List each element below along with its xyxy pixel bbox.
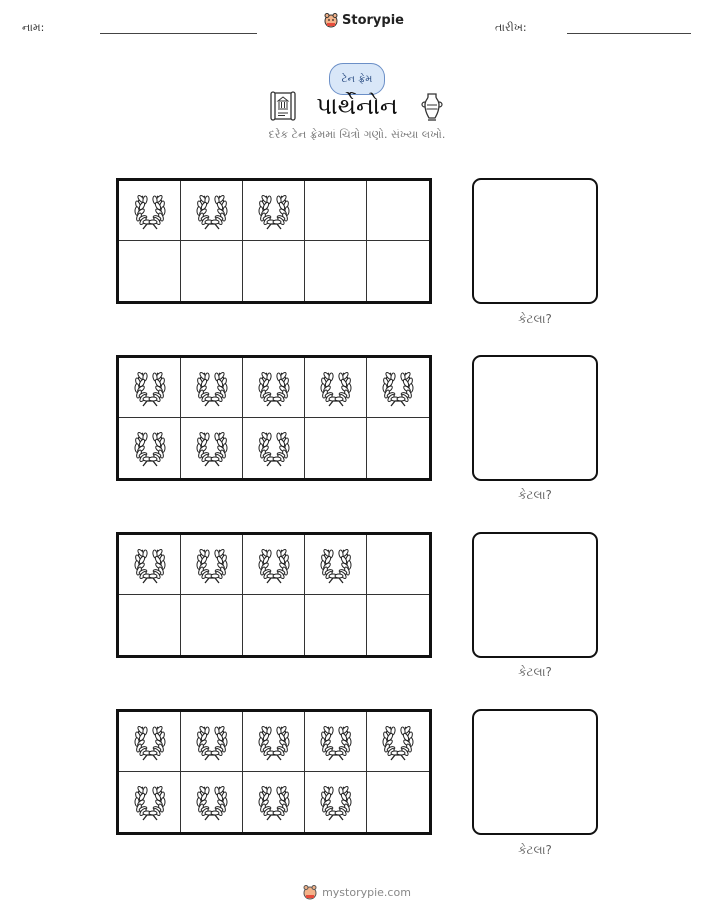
frame-cell <box>119 712 181 772</box>
laurel-wreath-icon <box>192 721 232 763</box>
laurel-wreath-icon <box>130 190 170 232</box>
brand-logo <box>324 12 404 28</box>
ten-frame <box>116 178 432 304</box>
storypie-mascot-icon <box>303 884 317 900</box>
ten-frame <box>116 532 432 658</box>
laurel-wreath-icon <box>316 544 356 586</box>
frame-cell <box>181 595 243 655</box>
laurel-wreath-icon <box>130 544 170 586</box>
laurel-wreath-icon <box>254 427 294 469</box>
frame-cell <box>119 181 181 241</box>
frame-cell <box>119 535 181 595</box>
laurel-wreath-icon <box>192 781 232 823</box>
frame-cell <box>243 712 305 772</box>
laurel-wreath-icon <box>378 367 418 409</box>
laurel-wreath-icon <box>378 721 418 763</box>
date-line[interactable] <box>567 33 691 34</box>
frame-cell <box>305 595 367 655</box>
how-many-label: કેટલા? <box>518 843 552 857</box>
frame-cell <box>243 535 305 595</box>
how-many-label: કેટલા? <box>518 665 552 679</box>
laurel-wreath-icon <box>254 721 294 763</box>
frame-cell <box>367 418 429 478</box>
laurel-wreath-icon <box>254 544 294 586</box>
answer-box[interactable] <box>472 178 598 304</box>
frame-cell <box>305 181 367 241</box>
page-title: પાર્થેનોન <box>316 92 398 120</box>
frame-cell <box>305 712 367 772</box>
frame-cell <box>181 772 243 832</box>
laurel-wreath-icon <box>192 427 232 469</box>
ten-frame <box>116 355 432 481</box>
storypie-mascot-icon <box>324 12 338 28</box>
answer-box[interactable] <box>472 355 598 481</box>
footer-url[interactable]: mystorypie.com <box>322 885 411 899</box>
greek-vase-icon <box>420 92 444 122</box>
frame-cell <box>181 535 243 595</box>
laurel-wreath-icon <box>130 367 170 409</box>
answer-box[interactable] <box>472 709 598 835</box>
frame-cell <box>243 241 305 301</box>
laurel-wreath-icon <box>316 367 356 409</box>
instructions: દરેક ટેન ફ્રેમમાં ચિત્રો ગણો. સંખ્યા લખો. <box>268 128 446 141</box>
name-label: નામ: <box>22 21 45 34</box>
answer-box[interactable] <box>472 532 598 658</box>
frame-cell <box>367 535 429 595</box>
frame-cell <box>367 241 429 301</box>
frame-cell <box>181 241 243 301</box>
frame-cell <box>243 595 305 655</box>
frame-cell <box>119 241 181 301</box>
laurel-wreath-icon <box>192 190 232 232</box>
laurel-wreath-icon <box>254 781 294 823</box>
frame-cell <box>367 595 429 655</box>
frame-cell <box>181 712 243 772</box>
laurel-wreath-icon <box>130 781 170 823</box>
frame-cell <box>305 418 367 478</box>
topic-badge: ટેન ફ્રેમ <box>329 63 385 95</box>
frame-cell <box>243 358 305 418</box>
frame-cell <box>243 772 305 832</box>
frame-cell <box>119 418 181 478</box>
brand-name: Storypie <box>342 12 404 28</box>
how-many-label: કેટલા? <box>518 312 552 326</box>
frame-cell <box>367 712 429 772</box>
frame-cell <box>305 241 367 301</box>
frame-cell <box>305 358 367 418</box>
date-label: તારીખ: <box>495 21 527 34</box>
name-line[interactable] <box>100 33 257 34</box>
laurel-wreath-icon <box>254 367 294 409</box>
frame-cell <box>181 181 243 241</box>
frame-cell <box>119 358 181 418</box>
ten-frame <box>116 709 432 835</box>
frame-cell <box>305 772 367 832</box>
how-many-label: કેટલા? <box>518 488 552 502</box>
frame-cell <box>367 181 429 241</box>
laurel-wreath-icon <box>192 544 232 586</box>
laurel-wreath-icon <box>130 721 170 763</box>
laurel-wreath-icon <box>316 721 356 763</box>
frame-cell <box>305 535 367 595</box>
footer <box>0 884 714 900</box>
laurel-wreath-icon <box>130 427 170 469</box>
frame-cell <box>181 418 243 478</box>
frame-cell <box>119 595 181 655</box>
frame-cell <box>367 358 429 418</box>
frame-cell <box>181 358 243 418</box>
laurel-wreath-icon <box>254 190 294 232</box>
frame-cell <box>119 772 181 832</box>
laurel-wreath-icon <box>192 367 232 409</box>
laurel-wreath-icon <box>316 781 356 823</box>
frame-cell <box>367 772 429 832</box>
frame-cell <box>243 418 305 478</box>
frame-cell <box>243 181 305 241</box>
